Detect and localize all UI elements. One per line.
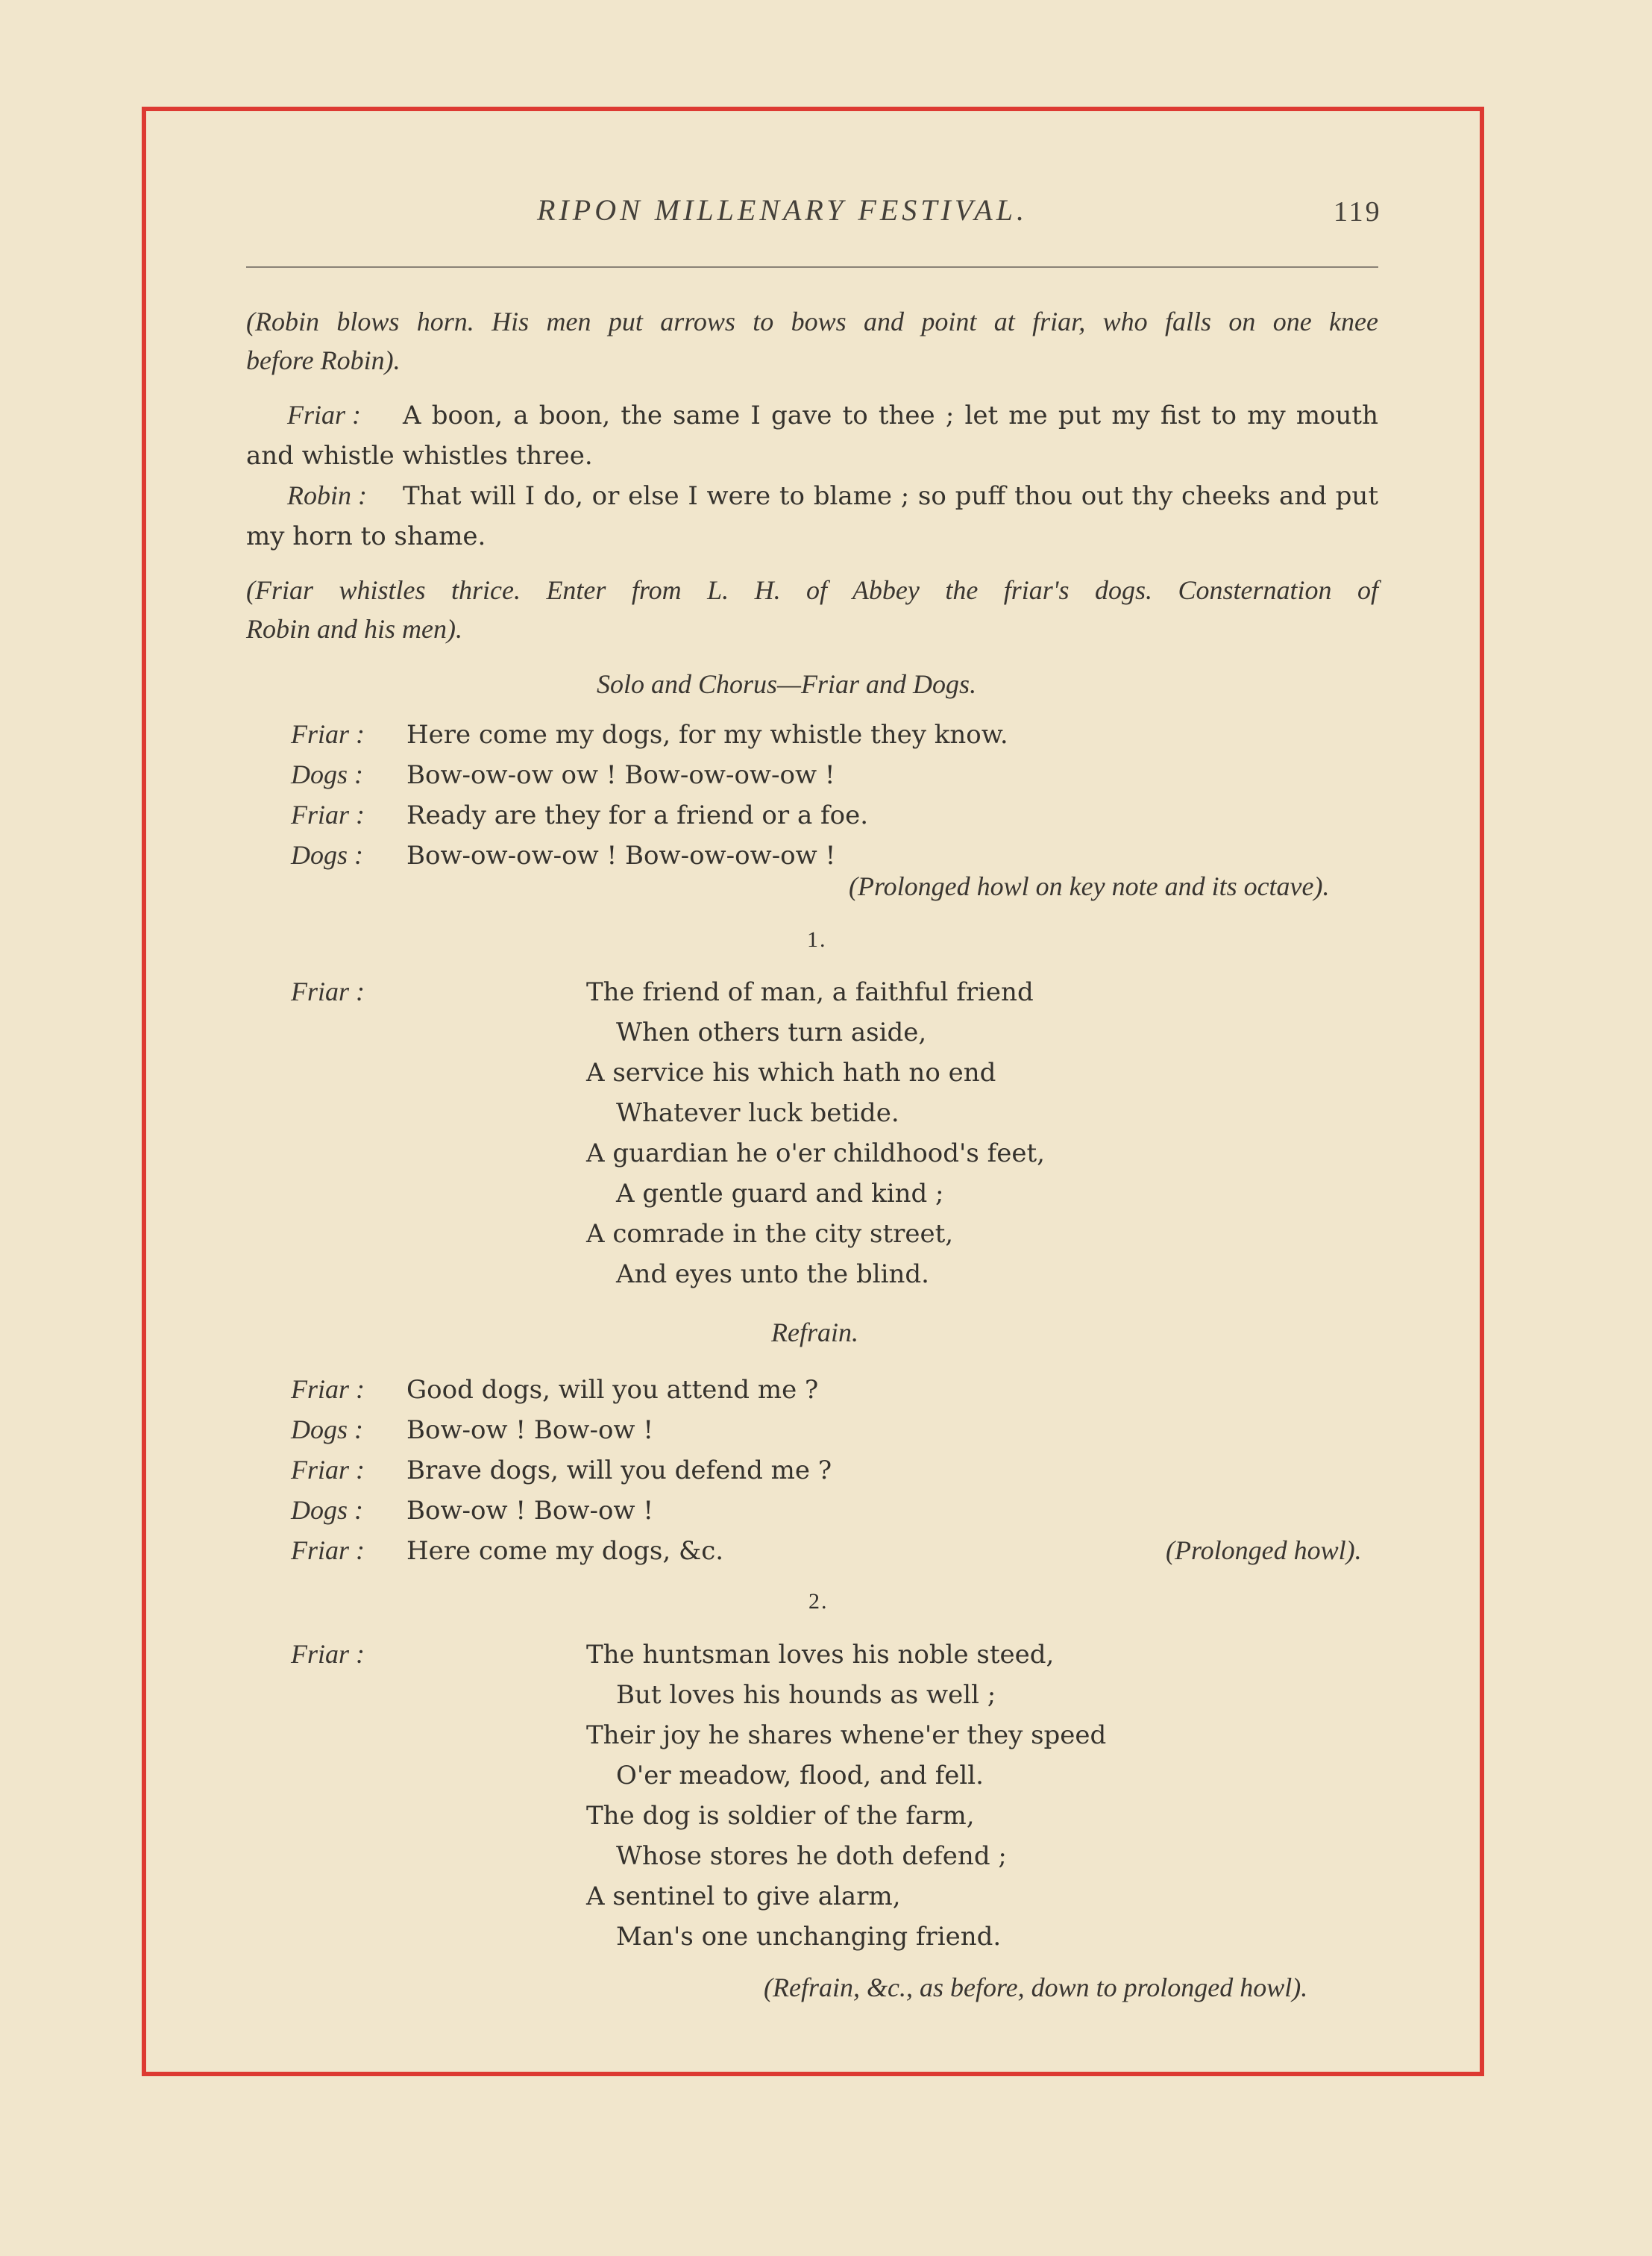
verse2-line-5: The dog is soldier of the farm, xyxy=(586,1801,975,1831)
verse1-line-3: A service his which hath no end xyxy=(586,1058,996,1088)
closing-direction: (Refrain, &c., as before, down to prolonged howl). xyxy=(764,1973,1308,2002)
intro-line-4: Bow-ow-ow-ow ! Bow-ow-ow-ow ! xyxy=(406,841,836,871)
verse2-line-2: But loves his hounds as well ; xyxy=(616,1680,996,1710)
page-number: 119 xyxy=(1334,196,1382,228)
running-title: RIPON MILLENARY FESTIVAL. xyxy=(537,193,1028,227)
verse2-line-3: Their joy he shares whene'er they speed xyxy=(586,1720,1107,1750)
refrain-title: Refrain. xyxy=(771,1317,858,1347)
robin-reply-line2: my horn to shame. xyxy=(246,521,486,551)
verse1-line-8: And eyes unto the blind. xyxy=(616,1259,929,1289)
refrain-line-5: Here come my dogs, &c. xyxy=(406,1536,724,1566)
verse1-line-2: When others turn aside, xyxy=(616,1018,927,1047)
intro-line-1: Here come my dogs, for my whistle they know. xyxy=(406,720,1008,750)
intro-line-3: Ready are they for a friend or a foe. xyxy=(406,800,869,830)
stage-direction-opening-line1: (Robin blows horn. His men put arrows to bows and point at friar, who falls on one knee xyxy=(246,307,1378,336)
refrain-speaker-2: Dogs : xyxy=(291,1414,363,1444)
refrain-line-1: Good dogs, will you attend me ? xyxy=(406,1375,819,1405)
refrain-line-2: Bow-ow ! Bow-ow ! xyxy=(406,1415,653,1445)
intro-speaker-2: Dogs : xyxy=(291,759,363,789)
verse2-line-4: O'er meadow, flood, and fell. xyxy=(616,1761,984,1790)
intro-speaker-1: Friar : xyxy=(291,719,365,749)
intro-line-2: Bow-ow-ow ow ! Bow-ow-ow-ow ! xyxy=(406,760,835,790)
verse1-line-1: The friend of man, a faithful friend xyxy=(586,977,1034,1007)
stage-direction-whistle-line1: (Friar whistles thrice. Enter from L. H. of Abbey the friar's dogs. Consternation of xyxy=(246,575,1378,605)
refrain-speaker-1: Friar : xyxy=(291,1374,365,1404)
verse2-line-1: The huntsman loves his noble steed, xyxy=(586,1640,1055,1670)
verse1-number: 1. xyxy=(807,927,827,952)
verse1-line-7: A comrade in the city street, xyxy=(586,1219,954,1249)
refrain-line-4: Bow-ow ! Bow-ow ! xyxy=(406,1496,653,1526)
speaker-friar: Friar : xyxy=(287,400,361,430)
verse1-line-4: Whatever luck betide. xyxy=(616,1098,899,1128)
speaker-robin: Robin : xyxy=(287,480,367,510)
intro-speaker-3: Friar : xyxy=(291,800,365,830)
howl-direction: (Prolonged howl on key note and its octave). xyxy=(849,871,1330,901)
stage-direction-whistle-line2: Robin and his men). xyxy=(246,614,462,644)
refrain-line-3: Brave dogs, will you defend me ? xyxy=(406,1456,832,1485)
stage-direction-opening-line2: before Robin). xyxy=(246,345,401,375)
verse1-speaker: Friar : xyxy=(291,977,365,1006)
verse1-line-5: A guardian he o'er childhood's feet, xyxy=(586,1138,1045,1168)
verse2-line-7: A sentinel to give alarm, xyxy=(586,1881,901,1911)
refrain-speaker-3: Friar : xyxy=(291,1455,365,1485)
verse2-number: 2. xyxy=(808,1589,829,1614)
verse1-line-6: A gentle guard and kind ; xyxy=(616,1179,944,1209)
friar-boon-line2: and whistle whistles three. xyxy=(246,441,593,471)
verse2-line-8: Man's one unchanging friend. xyxy=(616,1922,1002,1952)
refrain-howl: (Prolonged howl). xyxy=(1166,1535,1362,1565)
friar-boon-line1: A boon, a boon, the same I gave to thee ; let me put my fist to my mouth xyxy=(403,401,1378,430)
verse2-speaker: Friar : xyxy=(291,1639,365,1669)
robin-reply-line1: That will I do, or else I were to blame ; so puff thou out thy cheeks and put xyxy=(403,481,1378,511)
verse2-line-6: Whose stores he doth defend ; xyxy=(616,1841,1007,1871)
header-rule xyxy=(246,266,1378,268)
refrain-speaker-5: Friar : xyxy=(291,1535,365,1565)
intro-speaker-4: Dogs : xyxy=(291,840,363,870)
refrain-speaker-4: Dogs : xyxy=(291,1495,363,1525)
song-title: Solo and Chorus—Friar and Dogs. xyxy=(597,669,977,699)
